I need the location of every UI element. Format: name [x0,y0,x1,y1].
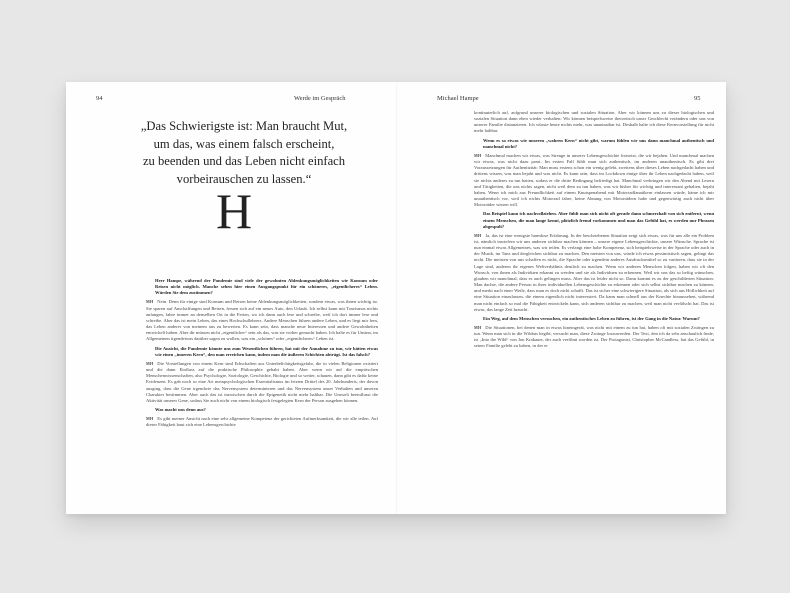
speaker-initials: MH [474,325,482,330]
pull-quote-line: um das, was einem falsch erscheint, [153,136,335,151]
page-number-right: 95 [694,95,701,102]
page-number-left: 94 [96,95,103,102]
interview-question: Was macht uns denn aus? [155,406,206,412]
body-paragraph: kontinuierlich auf, aufgrund unserer biologischen und sozialen Situation. Aber wir können uns zu dieser biologischen und sozialen Situation dann eben wieder verhalten: Wir können beispielsweise theoretisch unser Geschlecht verändern oder uns von unserer Familie distanzieren. Ich wüsste heute nichts mehr, was unantastbar ist. Deshalb halte ich diese Kernvorstellung für nicht mehr haltbar. [474,110,714,134]
interview-answer: MH Nein. Denn für einige sind Konsum und Reisen keine Ablenkungsmöglichkeiten, sondern etwas, was ihnen wichtig ist. Sie sparen auf Anschaffungen und Reisen, freuen sich auf ein neues Auto, den Urlaub. Ich selbst kann mit Tourismus nichts anfangen, fahre immer an denselben Ort in die Ferien, wo ich dann auch lese und schreibe, weil ich dort immer lese und schreibe. Aber das ist mein Leben, das eines Hochschullehrers. Andere Menschen führen andere Leben, und es liegt mir fern, das Leben anderer von meinem aus zu bewerten. Es kann sein, dass manche neue Interessen und andere Gewohnheiten entwickelt haben. Aber dir müssen nicht „eigentlicher“ sein als das, was sie vorher gemacht haben. Ich halte es für Unsinn, im Allgemeinen irgendetwas darüber sagen zu wollen, was ein „schönes“ oder „eigentlicheres“ Leben ist. [146,299,378,342]
speaker-initials: MH [474,232,482,238]
running-head-right: Michael Hampe [437,95,479,102]
interview-question: Wenn es so etwas wie unseren „wahren Kern“ nicht gibt, warum fühlen wir uns dann manchmal authentisch und manchmal nicht? [483,137,714,149]
left-text-column [146,278,378,431]
pull-quote [106,118,382,188]
interview-answer: MH Es gibt meiner Ansicht nach eine sehr allgemeine Kompetenz der gerichteten Aufmerksamkeit, die wir alle teilen. Auf dieser Fähigkeit baut sich eine Lebensgeschichte [146,416,378,428]
interview-question: Das Beispiel kann ich nachvollziehen. Aber fühlt man sich nicht oft gerade dann schmerzhaft von sich entfernt, wenn einem Menschen, die man lange kennt, plötzlich fremd vorkommen und man das Gefühl hat, es werden nur Phrasen abgespult? [483,211,714,229]
pull-quote-line: zu beenden und das Leben nicht einfach [142,154,346,168]
gutter-shadow [396,82,398,514]
pull-quote-line: „Das Schwierigste ist: Man braucht Mut, [140,119,348,133]
interview-answer: MH Manchmal machen wir etwas, was Strenge in unserer Lebensgeschichte fortsetzt, die wir bejahen. Und manchmal machen wir etwas, was nicht dazu passt. Im ersten Fall fühlt man sich authentisch, im anderen unauthentisch. Es gibt drei Voraussetzungen für Authentizität: Man muss erstens schon ein wenig gelebt, zweitens über dieses Leben nachgedacht haben und drittens wissen, was man bejaht und was nicht. Es kann sein, dass im Lockdown einige über ihr Leben nachgedacht haben, weil sie nichts anderes zu tun hatten, sodass er die dritte Bedingung befriedigt hat. Manchmal verbringen wir den Abend mit Lesern und Tätigkeiten, die uns nichts sagen, nicht weil dem zu tun haben, was wir bisher für wichtig und interessant gehalten, bejaht haben. Wenn ich mich aus Freundlichkeit auf einem Knutspenabend mit Motorradfanatikern einlassen würde, käme ich mir unauthentisch vor, weil ich nichts Motorrad fahre, keine Ahnung von Motorrädern habe und gegenwärtig auch nicht über Motorräder wissen will. [474,152,714,208]
book-spread [66,82,726,514]
interview-question: Herr Hampe, während der Pandemie sind viele der gewohnten Ablenkungsmöglichkeiten wie Konsum oder Reisen nicht möglich. Manche sehen hier einen Ausgangspunkt für ein schöneres, „eigentlicheres“ Leben. Würden Sie dem zustimmen? [155,278,378,296]
interview-question: Die Ansicht, die Pandemie könnte uns zum Wesentlichen führen, hat mit der Annahme zu tun, wir hätten etwas wie einen „inneren Kern“, den man erreichen kann, indem man die äußeren Schichten abträgt. Ist das falsch? [155,345,378,357]
right-text-column [474,110,714,353]
interview-answer: MH Ja, das ist eine wenigste harmlose Erfahrung. In der beschriebenen Situation zeigt sich etwas, was für uns alle ein Problem ist, nämlich inwiefern wir uns anderen sichtbar machen können – unsere eigene Lebensgeschichte, unsere Wünsche. Sprache ist nun einmal etwas Allgemeines, was wir teilen. Es verlangt eine hohe Kompetenz, sich beispielsweise in der Sprache oder auch in der Musik, im Tanz und dergleichen sichtbar zu machen. Den meisten von uns, würde ich etwas pessimistisch sagen, gelingt das nicht. Die meisten von uns schaffen es nicht, die Sprache oder irgendein anderes Ausdrucksmittel so zu variieren, dass sie in der Lage sind, anderen ihr eigenes Weltverhältnis deutlich zu machen. Wenn wir anderen Menschen folgen, haben wir oft den Wunsch, von ihnen als Individuen erkannt zu werden und sie als Individuen zu erkennen. Weil wir uns das so heftig wünschen, glauben wir manchmal, dass es auch gelingen muss. Aber das ist leider nicht so. Dann kommt es zu der geschilderten Situation: Man dachte, die andere Person in ihrer individuellen Lebensgeschichte zu erkennen oder sich selbst sichtbar machen zu können, und merkt nach einer Weile, dass man es doch nicht schafft. Das ist sicher eine schwierigere Situation, als sich aus Höflichkeit auf eine Situation einzulassen, die einem eigentlich nicht interessiert. Da kann man schnell aus der Knechte hinaussehen, während man nicht einfach so mal die Fähigkeit entwickeln kann, sich anderen sichtbar zu machen, weil man nicht verfälscht hat. Das ist etwas, das lange Zeit braucht. [474,232,714,312]
running-head-left: Werde im Gespräch [294,95,346,102]
speaker-initials: MH [474,152,482,158]
speaker-initials: MH [146,416,154,422]
interview-answer: MH Die Vorstellungen von einem Kern sind Erbschaften aus Unterbelichtigkeitsgefahr, die in vielen Religionen existiert und die dann Einfluss auf die praktische Philosophie gehabt haben. Aber wenn wir auf die empirischen Menschenwissenschaften, also Psychologie, Soziologie, Geschichte, Biologie und so weiter, schauen, dann gibt es dafür keine Evidenzen. Es gab noch so eine Art metapsychologischen Essentialismus im letzten Drittel des 20. Jahrhunderts, der davon ausging, dass die Gene irgendwie das Nervensystem determinieren und das Nervensystem unser Verhalten und unseren Charakter bestimmen. Aber auch das ist inzwischen durch die Epigenetik nicht mehr haltbar. Die Umwelt beeinflusst die Aktivität unserer Gene, sodass Sie auch nicht von einem biologisch festgelegten Kern der Person ausgehen können. [146,360,378,403]
pull-quote-line: vorbeirauschen zu lassen.“ [176,171,312,186]
speaker-initials: MH [146,299,154,305]
drop-initial: H [216,183,253,239]
speaker-initials: MH [146,360,154,366]
interview-question: Ein Weg, auf dem Menschen versuchen, ein authentisches Leben zu führen, ist der Gang in die Natur. Warum? [483,315,700,321]
interview-answer: MH Die Situationen, bei denen man in etwas hineingerät, was nicht mit einem zu tun hat, haben oft mit sozialen Zwängen zu tun. Wenn man sich in die Wildnis begibt, versucht man, diese Zwänge loszuwerden. Der Text, den ich da sehr anschaulich finde, ist „Into the Wild“ von Jon Krakauer, der auch verfilmt worden ist. Der Protagonist, Christopher McCandless, hat das Gefühl, in seiner Familie gelebt zu haben, in der er [474,325,714,349]
